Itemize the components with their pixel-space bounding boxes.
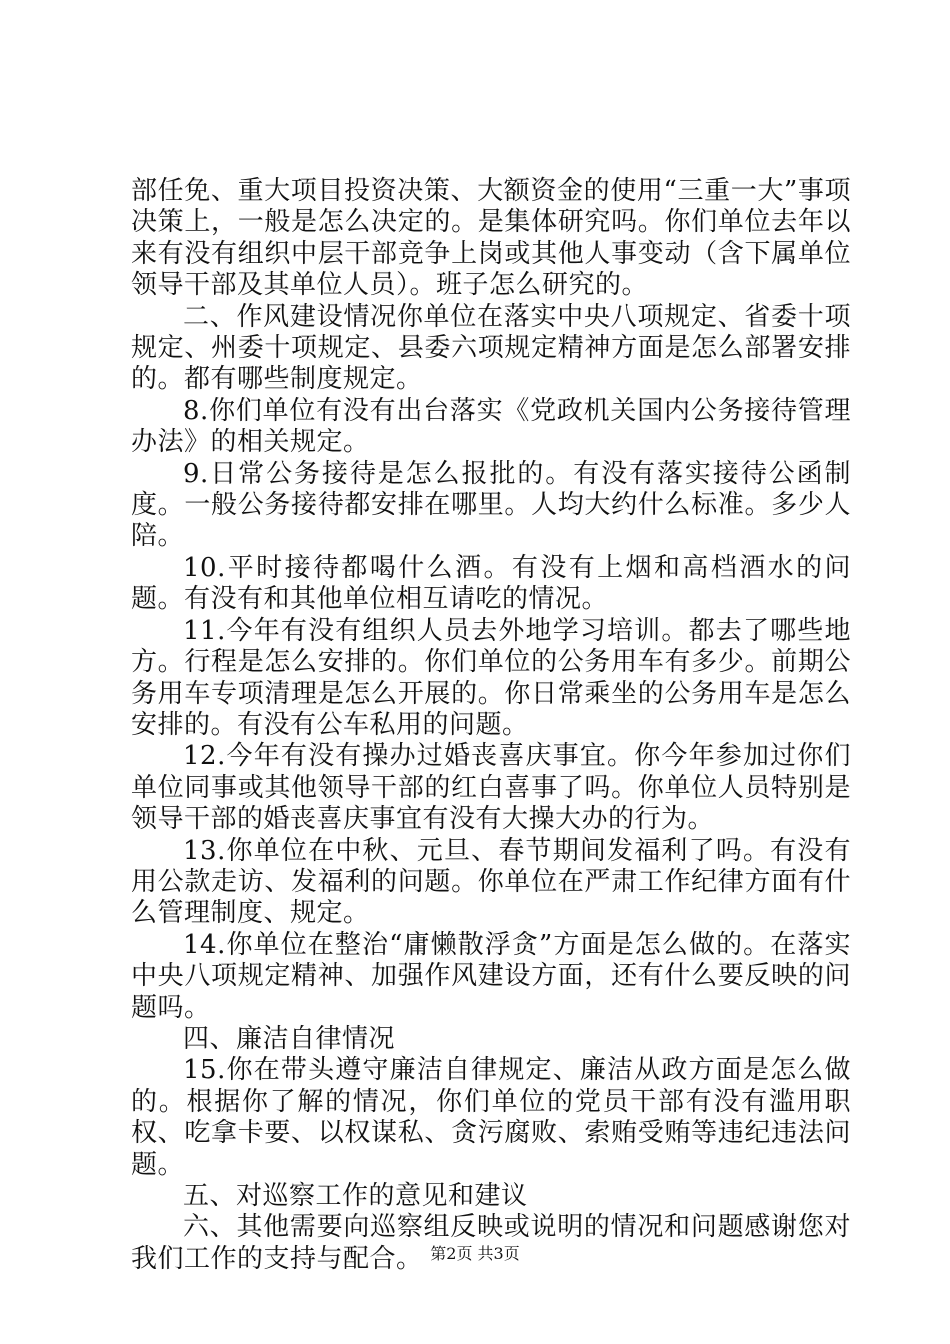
section-heading-suggestions: 五、对巡察工作的意见和建议	[183, 1181, 528, 1211]
section-heading-integrity: 四、廉洁自律情况	[183, 1023, 396, 1054]
paragraph-11: 15.你在带头遵守廉洁自律规定、廉洁从政方面是怎么做的。根据你了解的情况，你们单位的党员干部有没有滥用职权、吃拿卡要、以权谋私、贪污腐败、索贿受贿等违纪违法问题。	[131, 1055, 851, 1180]
paragraph-2: 二、作风建设情况你单位在落实中央八项规定、省委十项规定、州委十项规定、县委六项规定精神方面是怎么部署安排的。都有哪些制度规定。	[131, 301, 851, 395]
paragraph-7: 12.今年有没有操办过婚丧喜庆事宜。你今年参加过你们单位同事或其他领导干部的红白喜事了吗。你单位人员特别是领导干部的婚丧喜庆事宜有没有大操大办的行为。	[131, 741, 851, 835]
document-body	[131, 176, 851, 1275]
paragraph-6: 11.今年有没有组织人员去外地学习培训。都去了哪些地方。行程是怎么安排的。你们单位的公务用车有多少。前期公务用车专项清理是怎么开展的。你日常乘坐的公务用车是怎么安排的。有没有公车私用的问题。	[131, 615, 851, 740]
paragraph-9: 14.你单位在整治“庸懒散浮贪”方面是怎么做的。在落实中央八项规定精神、加强作风建设方面，还有什么要反映的问题吗。	[131, 929, 851, 1023]
paragraph-5: 10.平时接待都喝什么酒。有没有上烟和高档酒水的问题。有没有和其他单位相互请吃的情况。	[131, 552, 851, 615]
page-footer: 第2页 共3页	[430, 1244, 520, 1263]
paragraph-4: 9.日常公务接待是怎么报批的。有没有落实接待公函制度。一般公务接待都安排在哪里。人均大约什么标准。多少人陪。	[131, 458, 851, 552]
paragraph-3: 8.你们单位有没有出台落实《党政机关国内公务接待管理办法》的相关规定。	[131, 395, 851, 458]
paragraph-13: 六、其他需要向巡察组反映或说明的情况和问题感谢您对我们工作的支持与配合。	[131, 1212, 851, 1274]
paragraph-8: 13.你单位在中秋、元旦、春节期间发福利了吗。有没有用公款走访、发福利的问题。你单位在严肃工作纪律方面有什么管理制度、规定。	[131, 835, 851, 929]
paragraph-1: 部任免、重大项目投资决策、大额资金的使用“三重一大”事项决策上，一般是怎么决定的。是集体研究吗。你们单位去年以来有没有组织中层干部竞争上岗或其他人事变动（含下属单位领导干部及其单位人员）。班子怎么研究的。	[131, 176, 851, 301]
